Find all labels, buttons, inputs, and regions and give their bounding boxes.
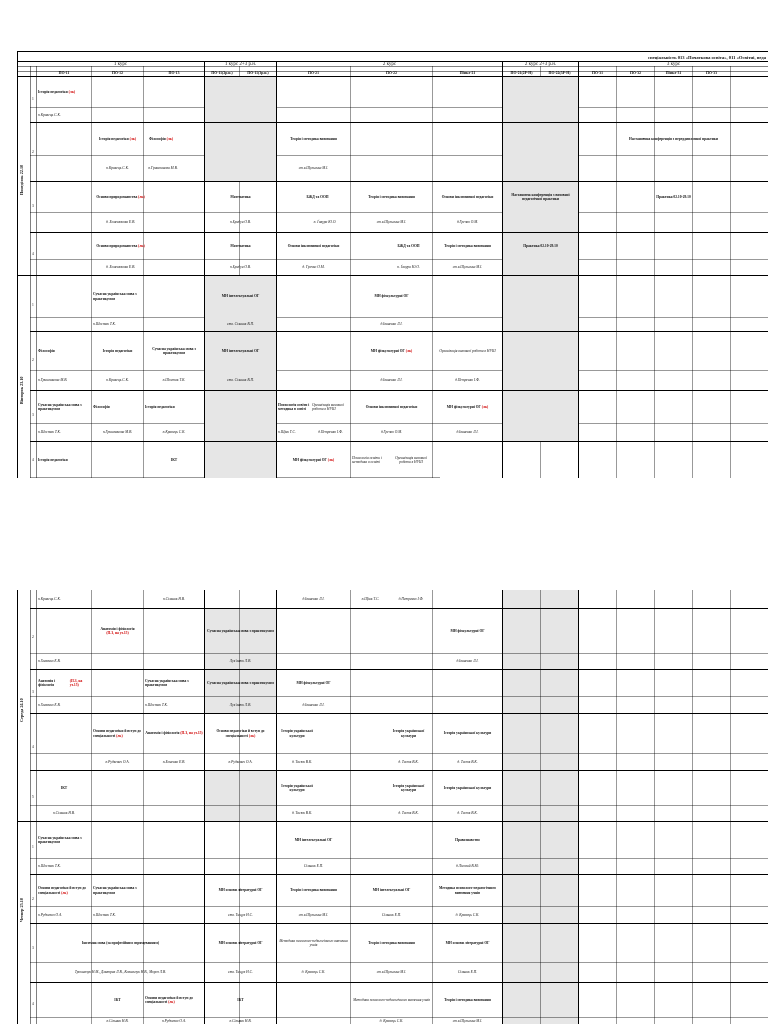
lesson-cell: Іноземна мова (за професійним спрямуванням) bbox=[81, 940, 160, 945]
teacher-cell: д. Кравець С.К. bbox=[301, 970, 326, 975]
teacher-cell: п.Кравець С.К. bbox=[38, 597, 61, 602]
teacher-cell: Сільник Е.П. bbox=[303, 864, 324, 869]
teacher-cell: п.Кравець С.К. bbox=[162, 430, 186, 435]
group-header: ПО-12 bbox=[112, 71, 123, 75]
group-header: ПО-31 bbox=[592, 71, 603, 75]
teacher-cell: ст.в.Шульська М.І. bbox=[298, 166, 329, 171]
lesson-cell: Теорія і методика виховання bbox=[290, 136, 337, 141]
course-1-short: 1 курс 2+3 р.н. bbox=[224, 62, 257, 67]
teacher-cell: д. Кравець С.К. bbox=[455, 912, 480, 917]
teacher-cell: д.Іваненко Л.І. bbox=[302, 597, 325, 602]
schedule-page: спеціальність 013 «Початкова освіта», 011 «Освітні, педа 1 курс 1 курс 2+3 р.н. 2 курс 2 курс 2+3 р.н. 3 курс ПО-11 ПО-12 ПО-13 ПО-11(2р.н.) ПО-11(3р.н.) ПО-21 ПО-22 Пінкл-21 ПО-21(2Р-Н) ПО-22(3Р-Н) ПО-31 ПО-32 Пінкл-31 ПО-33 Понеділок 22.10 Вівторок 23.10 1 2 3 4 1 2 3 4 Історія педагогіки (лк) п.Кравець С.К. Історія педагогіки (лк) Філософія (лк) Теорія і методика виховання Настановчна конференція з переддипломної практики п.Кравець С.К. п.Гришпанова М.В. ст.в.Шульська М.І. Основи природознавства (лк) Математика БЖД та ООП Теорія і методика виховання Основи інклюзивної педагогіки Настановча конференція з виховної педагогічної практики Практика 02.10-29.10 д. Хоменюкова Е.В. п.Бридун О.В. п. Ґавура Ю.О. ст.в.Шульська М.І. д.Гречко О.М. Основи природознавства (лк) Математика Основи інклюзивної педагогіки БЖД та ООП Теорія і методика виховання Практика 02.10-29.10 д. Хоменюкова Е.В. п.Бридун О.В. д. Гречко О.М. п. Ґавура Ю.О. ст.в.Шульська М.І. Сучасна українська мова з практикумом МН інтелектуальні ОГ МН фізкультурні ОГ п.Шостак Т.К. ств. Сільник В.П. д.Іваненко Л.І. Філософія Історія педагогіки Сучасна українська мова з практикумом МН інтелектуальні ОГ МН фізкультурні ОГ (лк) Організація виховної роботи в НУШ п.Гришпанова М.В. п.Кравець С.К. п.Шостак Т.К. ств. Сільник В.П. д.Іваненко Л.І. д.Петренко І.Ф. Сучасна українська мова з практикумом Філософія Історія педагогіки Психологія освіти і методика в освіті Організація виховної роботи в НУШ Основи інклюзивної педагогіки МН фізкультурні ОГ (лк) п.Шостак Т.К. п.Гришпанова М.В. п.Кравець С.К. п.Щінк Т.С. д.Петренко І.Ф. д.Гречко О.М. д.Іваненко Л.І. Історія педагогіки ІКТ МН фізкультурні ОГ (лк) Психологія освіти і методика в освіті Організація виховної роботи в НУШ Середа 24.10 Четвер 25.10 2 3 4 5 1 2 3 4 п.Кравець С.К. п.Сільник Н.В. д.Іваненко Л.І. п.Щінк Т.С. д.Петренко І.Ф. Анатомія і фізіологія (П.З, на уз.15) Сучасна українська мова з практикумом МН фізкультурні ОГ п.Хоменко Е.В. Лук'янюк Л.В. д.Іваненко Л.І. Анатомія і фізіологія (П.З, на уз.15) Сучасна українська мова з практикумом Сучасна українська мова з практикумом МН фізкультурні ОГ п.Хоменко Е.В. п.Шостак Т.К. Лук'янюк Л.В. д.Іваненко Л.І. Основи педагогіки й вступ до спеціальності (лк) Анатомія і фізіологія (П.З, на уз.15) Основи педагогіки й вступ до спеціальності (лк) Історія української культури Історія української культури Історія української культури п.Рудкевич О.А. п.Хоменко Е.В. п.Рудкевич О.А. д. Тасюк В.К. д. Тасюк В.К. д. Тасюк В.К. ІКТ Історія української культури Історія української культури Історія української культури п.Сільник Н.В. д. Тасюк В.К. д. Тасюк В.К. д. Тасюк В.К. Сучасна українська мова з практикумом МН інтелектуальні ОГ Правознавство п.Шостак Т.К. Сільник Е.П. д.Лісовий В.Ю. Основи педагогіки й вступ до спеціальності (лк) Сучасна українська мова з практикумом МН основи літературні ОГ Теорія і методика виховання МН інтелектуальні ОГ Методика психолого-педагогічного вивчення учнів п.Рудкевич О.А. п.Шостак Т.К. ств. Тищук Н.С. ст.в.Шульська М.І. Сільник Е.П. д. Кравець С.К. Іноземна мова (за професійним спрямуванням) МН основи літературні ОГ Методика психолого-педагогічного вивчення учнів Теорія і методика виховання МН основи літературні ОГ Трохимчук Н.М., Дмитрик Л.В., Ковальчук Н.В., Мороз Л.В. ств. Тищук Н.С. д. Кравець С.К. ст.в.Шульська М.І. Сільник Е.П. ІКТ Основи педагогіки й вступ до спеціальності (лк) ІКТ Методика психолого-педагогічного вивчення учнів Теорія і методика виховання п.Сільник Н.В. п.Рудкевич О.А. п.Сільник Н.В. д. Кравець С.К. ст.в.Шульська М.І. bbox=[0, 0, 768, 1024]
teacher-cell: п.Щінк Т.С. bbox=[278, 430, 296, 435]
teacher-cell: п.Шостак Т.К. bbox=[38, 864, 61, 869]
course-2-short: 2 курс 2+3 р.н. bbox=[524, 62, 557, 67]
teacher-cell: Сільник Е.П. bbox=[381, 912, 402, 917]
lesson-cell: МН інтелектуальні ОГ bbox=[221, 348, 260, 353]
lesson-cell: Сучасна українська мова з практикумом bbox=[38, 835, 82, 844]
teacher-cell: ст.в.Шульська М.І. bbox=[298, 912, 329, 917]
group-header: ПО-22(3Р-Н) bbox=[548, 71, 571, 75]
lesson-cell: Філософія (лк) bbox=[148, 136, 174, 141]
lesson-cell: Основи інклюзивної педагогіки bbox=[441, 194, 494, 199]
lesson-cell: Анатомія і фізіологія (П.З, на уз.15) bbox=[145, 731, 203, 736]
lesson-cell: МН фізкультурні ОГ (лк) bbox=[446, 404, 489, 409]
group-header: ПО-22 bbox=[386, 71, 397, 75]
teacher-cell: д.Іваненко Л.І. bbox=[380, 322, 403, 327]
teacher-cell: д. Хоменюкова Е.В. bbox=[105, 265, 136, 270]
lesson-cell: Правознавство bbox=[455, 837, 480, 842]
lesson-cell: МН фізкультурні ОГ (лк) bbox=[370, 348, 413, 353]
teacher-cell: п.Сільник Н.В. bbox=[52, 811, 76, 816]
lesson-cell: Основи педагогіки й вступ до спеціальності (лк) bbox=[145, 995, 193, 1004]
lesson-cell: Історія педагогіки bbox=[145, 404, 175, 409]
teacher-cell: д.Іваненко Л.І. bbox=[302, 702, 325, 707]
lesson-cell: МН основи літературні ОГ bbox=[218, 940, 263, 945]
lesson-cell: ІКТ bbox=[60, 785, 68, 790]
lesson-cell: Історія української культури bbox=[392, 729, 425, 738]
group-header: ПО-13 bbox=[168, 71, 180, 75]
lesson-cell: Сучасна українська мова з практикумом bbox=[93, 886, 137, 895]
lesson-cell: Філософія bbox=[93, 404, 110, 409]
day-label-monday: Понеділок 22.10 bbox=[19, 164, 24, 196]
teacher-cell: п.Рудкевич О.А. bbox=[161, 1018, 187, 1023]
teacher-cell: д. Хоменюкова Е.В. bbox=[105, 220, 136, 225]
teacher-cell: д.Іваненко Л.І. bbox=[380, 378, 403, 383]
lesson-cell: Організація виховної роботи в НУШ bbox=[439, 348, 496, 353]
teacher-cell: п.Кравець С.К. bbox=[106, 166, 129, 171]
teacher-cell: ст.в.Шульська М.І. bbox=[452, 265, 483, 270]
group-header: Пінкл-31 bbox=[665, 71, 682, 75]
lesson-cell: МН фізкультурні ОГ bbox=[296, 680, 331, 685]
lesson-cell: МН основи літературні ОГ bbox=[445, 940, 490, 945]
teacher-cell: д.Іваненко Л.І. bbox=[456, 430, 479, 435]
teacher-cell: п.Рудкевич О.А. bbox=[105, 759, 130, 764]
teacher-cell: п.Щінк Т.С. bbox=[361, 597, 380, 602]
teacher-cell: п.Шостак Т.К. bbox=[145, 702, 168, 707]
teacher-cell: п.Гришпанова М.В. bbox=[148, 166, 178, 171]
teacher-cell: Лук'янюк Л.В. bbox=[229, 702, 252, 707]
lesson-cell: Анатомія і фізіологія (П.З, на уз.15) bbox=[100, 626, 135, 635]
lesson-cell: МН фізкультурні ОГ bbox=[450, 628, 485, 633]
lesson-cell: Теорія і методика виховання bbox=[368, 194, 415, 199]
teacher-cell: п.Кравець С.К. bbox=[38, 112, 61, 117]
teacher-cell: ст.в.Шульська М.І. bbox=[452, 1018, 483, 1023]
lesson-cell: Методика психолого-педагогічного вивчення учнів bbox=[353, 997, 430, 1002]
lesson-cell: Сучасна українська мова з практикумом bbox=[152, 346, 196, 355]
lesson-cell: Історія педагогіки bbox=[38, 457, 68, 462]
lesson-cell: Історія української культури bbox=[443, 785, 492, 790]
teacher-cell: п. Ґавура Ю.О. bbox=[397, 265, 420, 270]
lesson-cell: Теорія і методика виховання bbox=[444, 243, 491, 248]
group-header: ПО-33 bbox=[706, 71, 717, 75]
teacher-cell: п.Сільник Н.В. bbox=[106, 1018, 129, 1023]
lesson-cell: Теорія і методика виховання bbox=[444, 997, 491, 1002]
teacher-cell: ст.в.Шульська М.І. bbox=[376, 220, 407, 225]
day-label-wednesday: Середа 24.10 bbox=[19, 698, 24, 722]
lesson-cell: Анатомія і фізіологія (П.З, на уз.15) bbox=[38, 678, 83, 687]
teacher-cell: п.Кравець С.К. bbox=[106, 378, 129, 383]
lesson-cell: Організація виховної роботи в НУШ bbox=[312, 402, 344, 411]
lesson-cell: ІКТ bbox=[237, 997, 244, 1002]
teacher-cell: п.Шостак Т.К. bbox=[162, 378, 186, 383]
group-header: ПО-11(3р.н.) bbox=[247, 71, 269, 75]
teacher-cell: ств. Тищук Н.С. bbox=[228, 970, 253, 975]
teacher-cell: п.Шостак Т.К. bbox=[93, 912, 116, 917]
teacher-cell: д. Гречко О.М. bbox=[302, 265, 325, 270]
day-label-thursday: Четвер 25.10 bbox=[19, 898, 24, 922]
lesson-cell: Сучасна українська мова з практикумом bbox=[145, 678, 189, 687]
teacher-cell: ств. Сільник В.П. bbox=[227, 322, 254, 327]
lesson-cell: Практика 02.10-29.10 bbox=[656, 194, 691, 199]
teacher-cell: д.Лісовий В.Ю. bbox=[455, 864, 480, 869]
lesson-cell: Практика 02.10-29.10 bbox=[523, 243, 558, 248]
lesson-cell: МН основи літературні ОГ bbox=[218, 888, 263, 893]
lesson-cell: Сучасна українська мова з практикумом bbox=[38, 402, 82, 411]
lesson-cell: Основи інклюзивної педагогіки bbox=[365, 404, 418, 409]
lesson-cell: Психологія освіти і методика в освіті bbox=[278, 402, 310, 411]
lesson-cell: Основи педагогіки й вступ до спеціальності (лк) bbox=[93, 729, 141, 738]
lesson-cell: БЖД та ООП bbox=[306, 194, 329, 199]
lesson-cell: Теорія і методика виховання bbox=[290, 888, 337, 893]
teacher-cell: ст.в.Шульська М.І. bbox=[376, 970, 407, 975]
lesson-cell: Організація виховної роботи в НУШ bbox=[395, 455, 427, 464]
teacher-cell: д. Тасюк В.К. bbox=[398, 759, 419, 764]
teacher-cell: п.Бридун О.В. bbox=[229, 220, 252, 225]
lesson-cell: МН інтелектуальні ОГ bbox=[372, 888, 411, 893]
teacher-cell: д. Тасюк В.К. bbox=[291, 759, 313, 764]
teacher-cell: Сільник Е.П. bbox=[457, 970, 478, 975]
lesson-cell: Історія української культури bbox=[281, 783, 313, 792]
teacher-cell: ств. Сільник В.П. bbox=[227, 378, 254, 383]
teacher-cell: п.Бридун О.В. bbox=[229, 265, 252, 270]
lesson-cell: МН фізкультурні ОГ bbox=[374, 294, 409, 299]
lesson-cell: Основи інклюзивної педагогіки bbox=[287, 243, 340, 248]
lesson-cell: Сучасна українська мова з практикумом bbox=[207, 680, 274, 685]
teacher-cell: п.Хоменко Е.В. bbox=[38, 659, 61, 664]
lesson-cell: Сучасна українська мова з практикумом bbox=[207, 628, 274, 633]
lesson-cell: МН фізкультурні ОГ (лк) bbox=[292, 457, 335, 462]
lesson-cell: БЖД та ООП bbox=[397, 243, 420, 248]
teacher-cell: п.Хоменко Е.В. bbox=[38, 702, 61, 707]
lesson-cell: ІКТ bbox=[170, 457, 178, 462]
teacher-cell: Лук'янюк Л.В. bbox=[229, 659, 252, 664]
lesson-cell: Основи природознавства (лк) bbox=[96, 243, 145, 248]
teacher-cell: д.Гречко О.М. bbox=[380, 430, 403, 435]
lesson-cell: Історія української культури bbox=[281, 729, 313, 738]
lesson-cell: Основи педагогіки й вступ до спеціальності (лк) bbox=[216, 729, 265, 738]
group-header: ПО-11(2р.н.) bbox=[211, 71, 233, 75]
lesson-cell: Філософія bbox=[38, 348, 55, 353]
course-1: 1 курс bbox=[113, 62, 128, 67]
teacher-cell: Трохимчук Н.М., Дмитрик Л.В., Ковальчук Н.В., Мороз Л.В. bbox=[74, 970, 167, 975]
lesson-cell: Математика bbox=[230, 243, 251, 248]
group-header: ПО-11 bbox=[58, 71, 70, 75]
lesson-cell: Методика психолого-педагогічного вивчення учнів bbox=[279, 938, 348, 947]
lesson-cell: Психологія освіти і методика в освіті bbox=[352, 455, 382, 464]
lesson-cell: Історія української культури bbox=[392, 783, 425, 792]
group-header: ПО-32 bbox=[630, 71, 641, 75]
teacher-cell: ств. Тищук Н.С. bbox=[228, 912, 253, 917]
teacher-cell: д.Петренко І.Ф. bbox=[455, 378, 480, 383]
teacher-cell: п.Рудкевич О.А. bbox=[38, 912, 63, 917]
lesson-cell: ІКТ bbox=[114, 997, 121, 1002]
lesson-cell: Основи природознавства (лк) bbox=[96, 194, 145, 199]
lesson-cell: Настановчна конференція з переддипломної практики bbox=[629, 136, 718, 141]
teacher-cell: п.Хоменко Е.В. bbox=[162, 759, 186, 764]
lesson-cell: Історія педагогіки (лк) bbox=[98, 136, 137, 141]
teacher-cell: д.Іваненко Л.І. bbox=[456, 659, 479, 664]
teacher-cell: п. Ґавура Ю.О. bbox=[313, 220, 337, 225]
teacher-cell: д. Кравець С.К. bbox=[379, 1018, 404, 1023]
teacher-cell: д. Тасюк В.К. bbox=[457, 811, 478, 816]
teacher-cell: д.Петренко І.Ф. bbox=[398, 597, 424, 602]
group-header: Пінкл-21 bbox=[459, 71, 476, 75]
teacher-cell: п.Гришпанова М.В. bbox=[102, 430, 133, 435]
course-3: 3 курс bbox=[666, 62, 681, 67]
teacher-cell: д.Петренко І.Ф. bbox=[318, 430, 343, 435]
lesson-cell: Методика психолого-педагогічного вивчення учнів bbox=[439, 886, 496, 895]
teacher-cell: д.Гречко О.М. bbox=[456, 220, 479, 225]
teacher-cell: п.Шостак Т.К. bbox=[38, 430, 61, 435]
speciality-header: спеціальність 013 «Початкова освіта», 011 «Освітні, педа bbox=[647, 55, 766, 60]
lesson-cell: Математика bbox=[230, 194, 251, 199]
lesson-cell: Сучасна українська мова з практикумом bbox=[93, 292, 137, 301]
lesson-cell: Історія педагогіки bbox=[102, 348, 133, 353]
lesson-cell: Теорія і методика виховання bbox=[368, 940, 415, 945]
teacher-cell: п.Сільник Н.В. bbox=[162, 597, 186, 602]
teacher-cell: д. Тасюк В.К. bbox=[457, 759, 478, 764]
group-header: ПО-21 bbox=[308, 71, 319, 75]
teacher-cell: п.Шостак Т.К. bbox=[93, 322, 116, 327]
teacher-cell: п.Сільник Н.В. bbox=[229, 1018, 252, 1023]
teacher-cell: п.Рудкевич О.А. bbox=[228, 759, 253, 764]
lesson-cell: МН інтелектуальні ОГ bbox=[294, 837, 333, 842]
teacher-cell: д. Тасюк В.К. bbox=[398, 811, 419, 816]
lesson-cell: Історія української культури bbox=[443, 731, 492, 736]
teacher-cell: д. Тасюк В.К. bbox=[291, 811, 313, 816]
teacher-cell: п.Гришпанова М.В. bbox=[38, 378, 68, 383]
lesson-cell: Настановча конференція з виховної педагогічної практики bbox=[511, 192, 570, 201]
lesson-cell: Історія педагогіки (лк) bbox=[38, 89, 76, 94]
course-2: 2 курс bbox=[382, 62, 397, 67]
group-header: ПО-21(2Р-Н) bbox=[510, 71, 533, 75]
day-label-tuesday: Вівторок 23.10 bbox=[19, 376, 24, 404]
lesson-cell: МН інтелектуальні ОГ bbox=[221, 294, 260, 299]
lesson-cell: Основи педагогіки й вступ до спеціальності (лк) bbox=[38, 886, 86, 895]
